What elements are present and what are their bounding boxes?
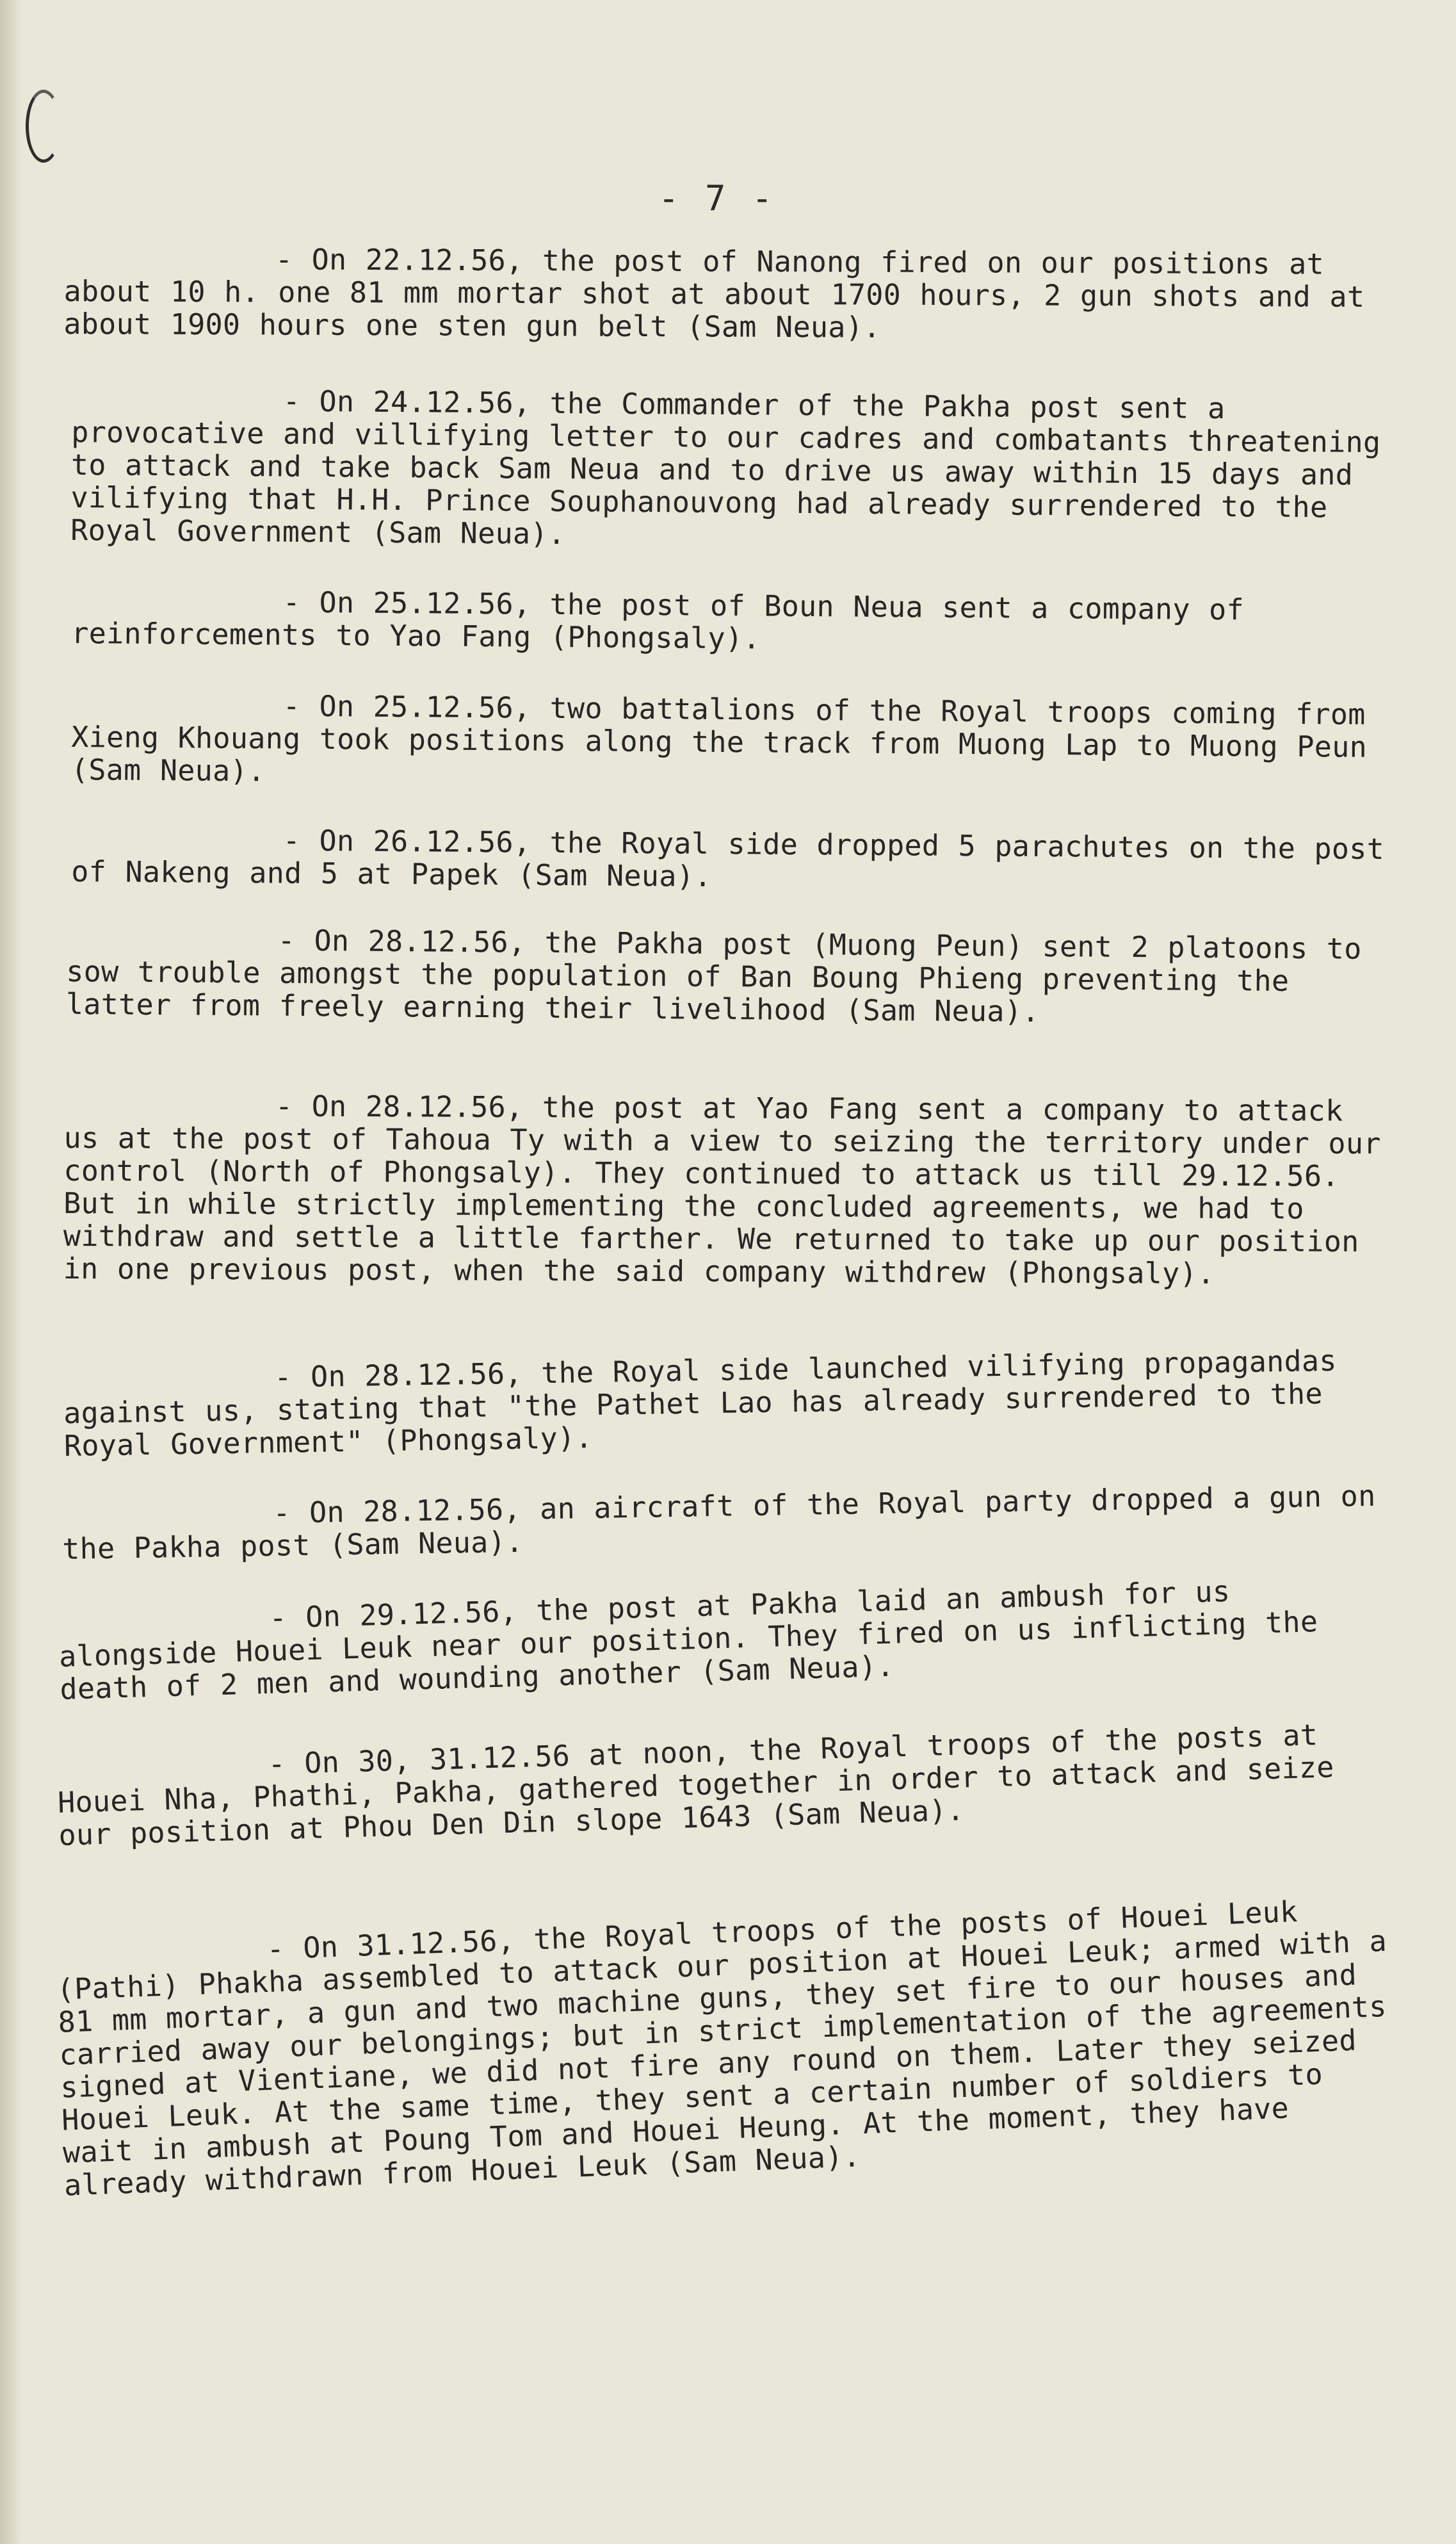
page-edge-shadow bbox=[0, 0, 22, 2544]
report-entry bbox=[55, 1891, 1403, 2201]
report-entry bbox=[70, 383, 1395, 557]
entry-text: - On 28.12.56, the Pakha post (Muong Peun) sent 2 platoons to sow trouble amongst the population of Ban Boung Phieng preventing the latter from freely earning their livelihood (Sam Neua). bbox=[65, 923, 1362, 1029]
report-entry bbox=[61, 1479, 1395, 1565]
report-entry bbox=[71, 688, 1395, 796]
report-entry bbox=[63, 1089, 1395, 1291]
entry-text: - On 31.12.56, the Royal troops of the posts of Houei Leuk (Pathi) Phakha assembled to attack our position at Houei Leuk; armed with a 81 mm mortar, a gun and two machine guns, they set fire to our houses and carried away our belongings; but in strict implementation of the agreements signed at Vientiane, we did not fire any round on them. Later they seized Houei Leuk. At the same time, they sent a certain number of soldiers to wait in ambush at Poung Tom and Houei Heung. At the moment, they have already withdrawn from Houei Leuk (Sam Neua). bbox=[56, 1894, 1387, 2203]
page-number: - 7 - bbox=[658, 178, 775, 218]
entry-text: - On 28.12.56, the post at Yao Fang sent a company to attack us at the post of Tahoua Ty with a view to seizing the territory under our control (North of Phongsaly). They continued to attack us till 29.12.56. But in while strictly implementing the concluded agreements, we had to withdraw and settle a little farther. We returned to take up our position in one previous post, when the said company withdrew (Phongsaly). bbox=[63, 1089, 1381, 1291]
entry-text: - On 22.12.56, the post of Nanong fired on our positions at about 10 h. one 81 mm mortar shot at about 1700 hours, 2 gun shots and at about 1900 hours one sten gun belt (Sam Neua). bbox=[63, 242, 1365, 345]
entry-text: - On 28.12.56, the Royal side launched vilifying propagandas against us, stating that "the Pathet Lao has already surrendered to the Royal Government" (Phongsaly). bbox=[63, 1343, 1338, 1463]
entry-text: - On 25.12.56, two battalions of the Royal troops coming from Xieng Khouang took positions along the track from Muong Lap to Muong Peun (Sam Neua). bbox=[70, 689, 1368, 788]
entry-text: - On 30, 31.12.56 at noon, the Royal troops of the posts at Houei Nha, Phathi, Pakha, gathered together in order to attack and seize our position at Phou Den Din slope 1643 (Sam Neua). bbox=[57, 1717, 1335, 1852]
report-entry bbox=[71, 822, 1395, 898]
entry-text: - On 24.12.56, the Commander of the Pakha post sent a provocative and villifying letter to our cadres and combatants threatening to attack and take back Sam Neua and to drive us away within 15 days and vilifying that H.H. Prince Souphanouvong had already surrendered to the Royal Government (Sam Neua). bbox=[70, 384, 1381, 551]
entry-text: - On 25.12.56, the post of Boun Neua sent a company of reinforcements to Yao Fang (Phongsaly). bbox=[71, 585, 1245, 656]
report-entry bbox=[58, 1570, 1396, 1706]
report-entry bbox=[56, 1716, 1396, 1852]
report-entry bbox=[66, 922, 1395, 1031]
report-entry bbox=[71, 584, 1395, 660]
entry-text: - On 28.12.56, an aircraft of the Royal party dropped a gun on the Pakha post (Sam Neua). bbox=[61, 1478, 1376, 1566]
binding-hole-mark bbox=[26, 90, 61, 163]
entry-text: - On 26.12.56, the Royal side dropped 5 parachutes on the post of Nakeng and 5 at Papek (Sam Neua). bbox=[71, 823, 1385, 893]
report-entry bbox=[63, 1343, 1396, 1462]
entry-text: - On 29.12.56, the post at Pakha laid an ambush for us alongside Houei Leuk near our position. They fired on us inflicting the death of 2 men and wounding another (Sam Neua). bbox=[58, 1574, 1318, 1706]
report-entry bbox=[63, 242, 1395, 346]
